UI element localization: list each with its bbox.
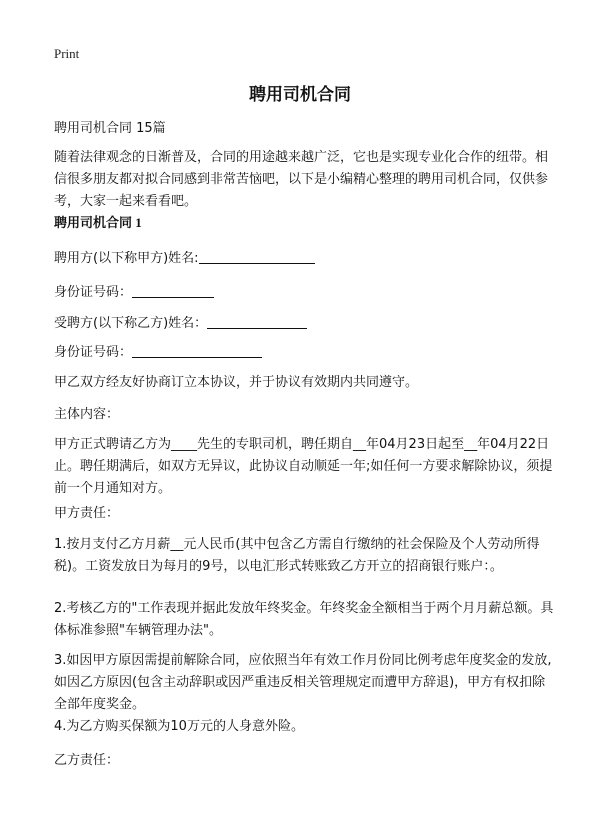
document-subtitle: 聘用司机合同 15篇 [54,121,166,136]
party-a-duties-heading: 甲方责任： [54,506,120,521]
employee-name-label: 受聘方(以下称乙方)姓名： [54,316,208,331]
id-number-field-2 [54,342,554,364]
employer-name-field [54,248,554,270]
id-number-field-1 [54,282,554,304]
agreement-statement: 甲乙双方经友好协商订立本协议，并于协议有效期内共同遵守。 [54,375,419,390]
clause-3: 3.如因甲方原因需提前解除合同，应依照当年有效工作月份同比例考虑年度奖金的发放,如因乙方原因(包含主动辞职或因严重违反相关管理规定而遭甲方辞退)，甲方有权扣除全部年度奖金。 [54,653,552,712]
clause-4: 4.为乙方购买保额为10万元的人身意外险。 [54,719,304,734]
intro-paragraph: 随着法律观念的日渐普及，合同的用途越来越广泛，它也是实现专业化合作的纽带。相信很多朋友都对拟合同感到非常苦恼吧，以下是小编精心整理的聘用司机合同，仅供参考，大家一起来看看吧。 [54,150,549,209]
employer-name-blank [199,249,315,264]
id-number-label-2: 身份证号码： [54,345,133,360]
employer-name-label: 聘用方(以下称甲方)姓名: [54,251,199,266]
id-number-label-1: 身份证号码： [54,285,133,300]
print-link[interactable]: Print [54,46,80,61]
hire-clause: 甲方正式聘请乙方为____先生的专职司机，聘任期自__年04月23日起至__年04月22日止。聘任期满后，如双方无异议，此协议自动顺延一年;如任何一方要求解除协议，须提前一个月通知对方。 [54,437,553,496]
clause-2: 2.考核乙方的"工作表现并据此发放年终奖金。年终奖金全额相当于两个月月薪总额。具体标准参照"车辆管理办法"。 [54,601,554,638]
party-b-duties-heading: 乙方责任： [54,753,120,768]
clause-1: 1.按月支付乙方月薪__元人民币(其中包含乙方需自行缴纳的社会保险及个人劳动所得税)。工资发放日为每月的9号，以电汇形式转账致乙方开立的招商银行账户：。 [54,537,540,574]
main-content-label: 主体内容： [54,407,120,422]
page-title: 聘用司机合同 [249,85,351,105]
employee-name-field [54,313,554,335]
employee-name-blank [207,314,307,329]
id-number-blank-2 [132,343,262,358]
id-number-blank-1 [132,283,214,298]
section-heading: 聘用司机合同 1 [54,215,142,230]
